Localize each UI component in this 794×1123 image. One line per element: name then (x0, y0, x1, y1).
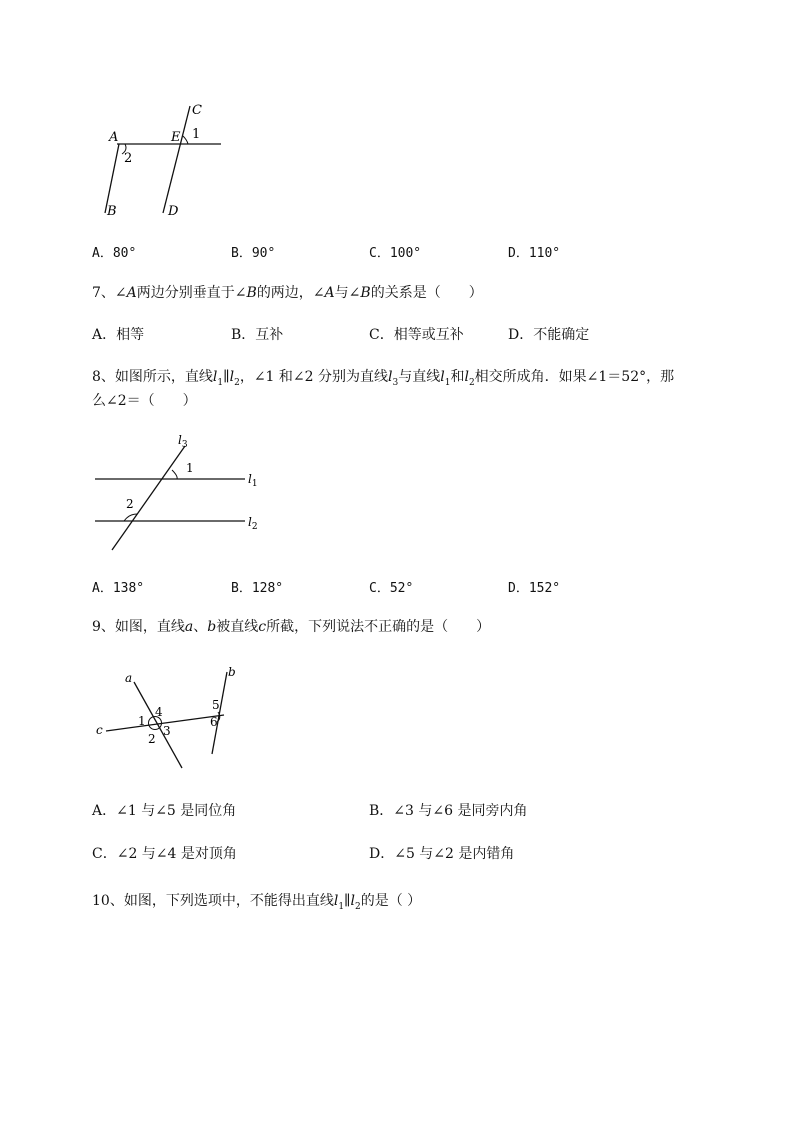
var-b: B (246, 285, 257, 301)
var-l2: $l_2$ (464, 369, 475, 388)
q7-option-c[interactable]: C．相等或互补 (369, 327, 464, 343)
parallel-symbol: ∥ (344, 893, 351, 909)
q10-number: 10、 (92, 893, 124, 909)
q7-option-b[interactable]: B．互补 (231, 327, 284, 343)
q7-text-4: 的关系是（ ） (370, 285, 483, 301)
angle-symbol: ∠ (312, 285, 325, 301)
q8-option-d[interactable]: D．152° (508, 581, 561, 596)
angle-symbol: ∠ (114, 285, 127, 301)
q8-number: 8、 (92, 369, 115, 385)
q6-option-c[interactable]: C．100° (369, 246, 422, 261)
label-angle-2: 2 (148, 732, 156, 746)
parallel-symbol: ∥ (223, 369, 230, 385)
q9-number: 9、 (92, 619, 115, 635)
label-e: E (171, 130, 181, 145)
label-angle-1: 1 (192, 127, 201, 142)
line-cd (163, 106, 190, 213)
var-a: A (324, 285, 335, 301)
label-angle-1: 1 (138, 714, 146, 728)
q6-option-d[interactable]: D．110° (508, 246, 561, 261)
label-angle-2: 2 (126, 497, 134, 511)
var-a: a (184, 619, 194, 635)
angle-symbol: ∠ (348, 285, 361, 301)
q9-option-d[interactable]: D．∠5 与∠2 是内错角 (369, 846, 515, 862)
q9-text-3: 所截，下列说法不正确的是（ ） (266, 619, 491, 635)
q9-option-a[interactable]: A．∠1 与∠5 是同位角 (92, 803, 237, 819)
q7-option-a[interactable]: A．相等 (92, 327, 145, 343)
var-b: B (360, 285, 371, 301)
q8-option-a[interactable]: A．138° (92, 581, 145, 596)
q8-text-1: 如图所示，直线 (114, 369, 213, 385)
q8-stem-line2: 么∠2＝（ ） (92, 393, 197, 409)
q7-text-2: 的两边， (256, 285, 313, 301)
label-b: b (228, 665, 236, 679)
q10-stem (92, 890, 421, 918)
q7-stem (92, 282, 483, 304)
var-b: b (207, 619, 217, 635)
label-b: B (107, 204, 117, 219)
q7-text-1: 两边分别垂直于 (136, 285, 235, 301)
var-l1: $l_1$ (333, 893, 345, 912)
q7-option-d[interactable]: D．不能确定 (508, 327, 590, 343)
label-a: a (125, 671, 133, 685)
label-angle-1: 1 (186, 461, 194, 475)
figure-q9 (94, 664, 254, 774)
q9-option-b[interactable]: B．∠3 与∠6 是同旁内角 (369, 803, 528, 819)
q8-text-3: 与直线 (398, 369, 441, 385)
var-l2: $l_2$ (229, 369, 240, 388)
line-l3 (112, 446, 185, 550)
label-angle-5: 5 (212, 698, 220, 712)
q9-stem (92, 616, 490, 638)
q8-option-c[interactable]: C．52° (369, 581, 414, 596)
angle-symbol: ∠ (234, 285, 247, 301)
q8-text-4: 和 (450, 369, 465, 385)
label-angle-2: 2 (124, 151, 133, 166)
separator: 、 (193, 619, 208, 635)
q8-text-5: 相交所成角．如果∠1＝52°，那 (474, 369, 675, 385)
figure-q8 (90, 432, 270, 554)
q6-option-b[interactable]: B．90° (231, 246, 276, 261)
var-l2: $l_2$ (350, 893, 361, 912)
label-d: D (168, 204, 179, 219)
var-a: A (126, 285, 137, 301)
label-angle-4: 4 (155, 705, 163, 719)
q9-text-2: 被直线 (216, 619, 259, 635)
figure-q6 (95, 98, 235, 223)
angle-1-arc (183, 136, 188, 144)
var-l1: $l_1$ (440, 369, 451, 388)
q8-text-2: ，∠1 和∠2 分别为直线 (239, 369, 389, 385)
q7-number: 7、 (92, 285, 115, 301)
q10-text-1: 如图，下列选项中，不能得出直线 (123, 893, 334, 909)
line-b (212, 672, 227, 754)
q8-option-b[interactable]: B．128° (231, 581, 284, 596)
label-c: c (96, 723, 103, 737)
angle-1-arc (172, 470, 177, 479)
var-l3: $l_3$ (388, 369, 399, 388)
label-a: A (109, 130, 119, 145)
q9-option-c[interactable]: C．∠2 与∠4 是对顶角 (92, 846, 237, 862)
q10-text-2: 的是（ ） (360, 893, 422, 909)
label-l3: $l_3$ (178, 433, 188, 450)
label-l1: $l_1$ (248, 472, 258, 489)
line-ab (105, 144, 119, 213)
var-l1: $l_1$ (212, 369, 224, 388)
q6-option-a[interactable]: A．80° (92, 246, 137, 261)
label-angle-6: 6 (210, 715, 218, 729)
label-c: C (192, 103, 202, 118)
q7-text-3: 与 (334, 285, 349, 301)
label-l2: $l_2$ (248, 515, 258, 532)
q9-text-1: 如图，直线 (114, 619, 185, 635)
label-angle-3: 3 (163, 724, 171, 738)
var-c: c (258, 619, 267, 635)
